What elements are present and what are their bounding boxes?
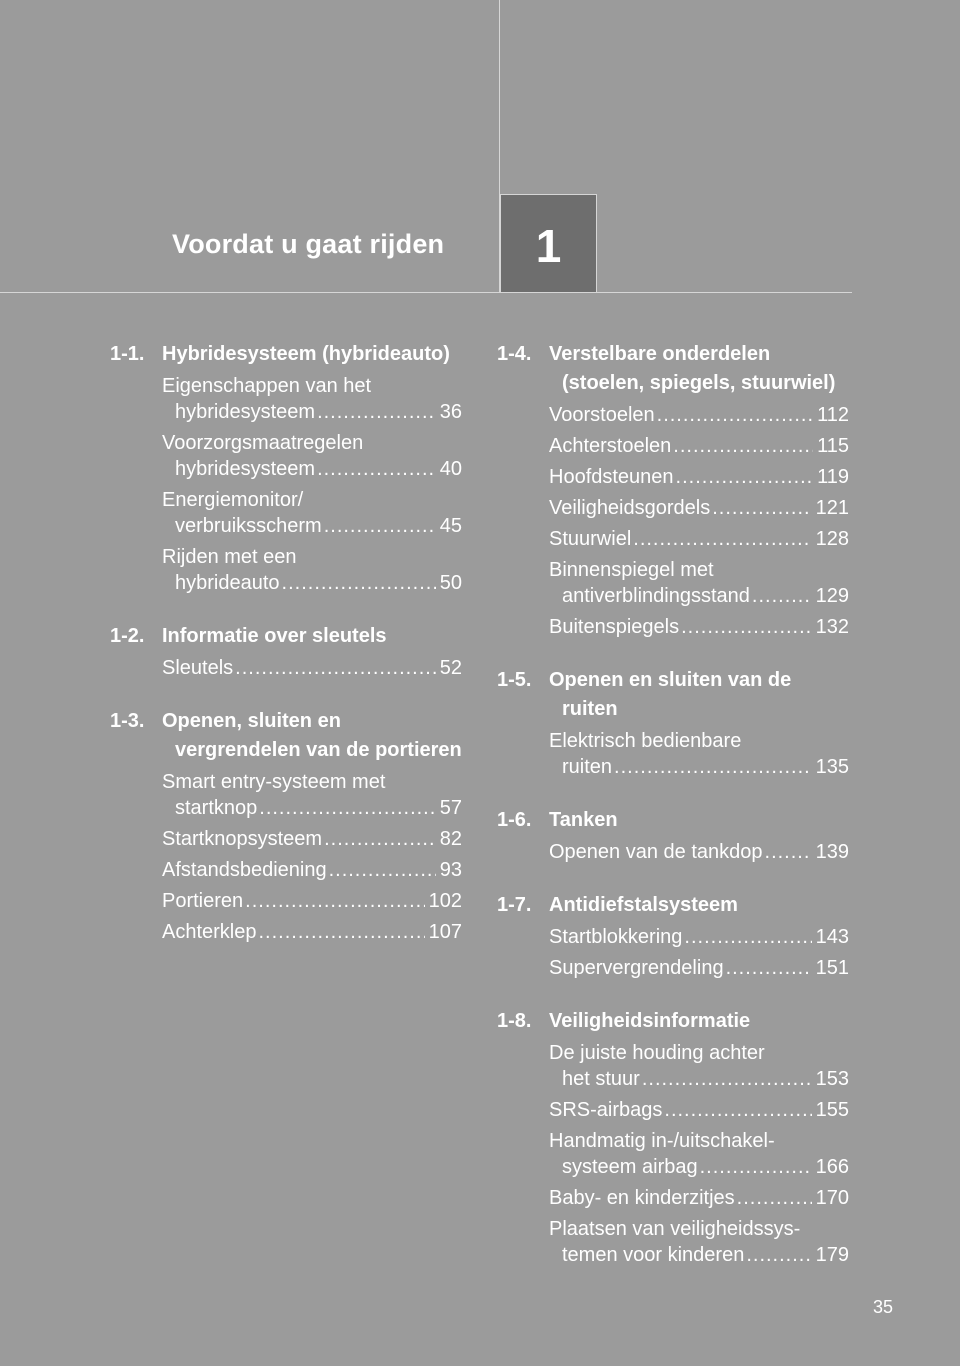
entry-line-with-page [549,464,849,490]
entry-page-number: 52 [439,657,462,679]
section-number: 1-5. [497,669,532,691]
entry-page-number: 119 [817,466,849,488]
entry-page-number: 112 [817,404,849,426]
entry-page-number: 129 [815,585,849,607]
entry-page-number: 40 [439,458,462,480]
section-title: Openen, sluiten en vergrendelen van de portieren [162,710,462,761]
entry-page-number: 102 [428,890,462,912]
entry-text-line: De juiste houding achter [549,1042,765,1064]
dot-leader [259,795,435,821]
toc-section [497,1007,849,1268]
entry-line-with-page [162,919,462,945]
entry-line-with-page [549,924,849,950]
section-title: Veiligheidsinformatie [549,1010,751,1032]
entry-page-number: 132 [815,616,849,638]
toc-section [110,622,462,681]
entry-line-with-page [549,1154,849,1180]
entry-text: hybrideauto [175,572,280,594]
entry-line-with-page [549,1242,849,1268]
toc-entry[interactable] [549,839,849,865]
entry-text-line: Handmatig in-/uitschakel- [549,1130,775,1152]
section-number: 1-2. [110,625,145,647]
entry-text: Sleutels [162,657,234,679]
entry-line-with-page [162,399,462,425]
entry-page-number: 135 [815,756,849,778]
entry-line-with-page [549,955,849,981]
dot-leader [676,464,814,490]
toc-section [110,707,462,945]
toc-entry[interactable] [549,955,849,981]
entry-page-number: 57 [439,797,462,819]
entry-line-with-page [549,433,849,459]
dot-leader [765,839,812,865]
dot-leader [329,857,436,883]
dot-leader [324,513,436,539]
dot-leader [317,456,436,482]
entry-line-with-page [162,888,462,914]
toc-entry[interactable] [162,487,462,539]
chapter-tab [500,194,597,292]
entry-list [497,402,849,640]
entry-text: Achterstoelen [549,435,672,457]
chapter-title: Voordat u gaat rijden [172,229,445,259]
section-heading [110,707,462,765]
entry-line-with-page [549,583,849,609]
toc-entry[interactable] [162,544,462,596]
section-heading [497,806,849,835]
section-heading [497,1007,849,1036]
entry-text: Afstandsbediening [162,859,327,881]
entry-text-line: Binnenspiegel met [549,559,714,581]
toc-entry[interactable] [549,614,849,640]
entry-page-number: 50 [439,572,462,594]
entry-page-number: 82 [439,828,462,850]
entry-text: Portieren [162,890,244,912]
entry-text-line: Eigenschappen van het [162,375,372,397]
section-heading [497,891,849,920]
section-title: Openen en sluiten van de ruiten [549,669,792,720]
entry-page-number: 128 [815,528,849,550]
toc-entry[interactable] [162,857,462,883]
toc-entry[interactable] [162,888,462,914]
entry-line-with-page [162,570,462,596]
entry-page-number: 36 [439,401,462,423]
dot-leader [673,433,813,459]
toc-entry[interactable] [162,655,462,681]
entry-line-with-page [162,857,462,883]
toc-entry[interactable] [549,728,849,780]
entry-line-with-page [549,839,849,865]
toc-entry[interactable] [549,495,849,521]
section-title: Verstelbare onderdelen (stoelen, spiegels, stuurwiel) [549,343,836,394]
dot-leader [614,754,812,780]
entry-page-number: 170 [815,1187,849,1209]
entry-list [110,769,462,945]
entry-text-line: Rijden met een [162,546,297,568]
section-heading [110,340,462,369]
toc-section [497,340,849,640]
entry-text: Buitenspiegels [549,616,680,638]
entry-line-with-page [549,1097,849,1123]
toc-entry[interactable] [162,769,462,821]
dot-leader [259,919,425,945]
entry-page-number: 151 [815,957,849,979]
toc-section [110,340,462,596]
entry-text-line: Voorzorgsmaatregelen [162,432,364,454]
entry-text: startknop [175,797,258,819]
dot-leader [235,655,436,681]
dot-leader [752,583,812,609]
entry-list [497,728,849,780]
entry-text: Veiligheidsgordels [549,497,711,519]
entry-line-with-page [162,655,462,681]
toc-entry[interactable] [549,924,849,950]
toc-entry[interactable] [549,1216,849,1268]
entry-text: hybridesysteem [175,458,316,480]
entry-page-number: 107 [428,921,462,943]
page-number: 35 [873,1297,894,1317]
section-number: 1-7. [497,894,532,916]
toc-entry[interactable] [549,1097,849,1123]
entry-line-with-page [162,513,462,539]
entry-text: ruiten [562,756,613,778]
toc-entry[interactable] [549,557,849,609]
dot-leader [657,402,813,428]
entry-text: hybridesysteem [175,401,316,423]
toc-entry[interactable] [549,1185,849,1211]
entry-list [110,655,462,681]
toc-entry[interactable] [549,402,849,428]
dot-leader [664,1097,811,1123]
entry-page-number: 93 [439,859,462,881]
section-number: 1-3. [110,710,145,732]
entry-text: systeem airbag [562,1156,698,1178]
toc-entry[interactable] [549,433,849,459]
entry-text: Hoofdsteunen [549,466,674,488]
toc-entry[interactable] [162,430,462,482]
entry-text: Voorstoelen [549,404,655,426]
entry-page-number: 45 [439,515,462,537]
entry-text-line: Elektrisch bedienbare [549,730,742,752]
entry-text-line: Energiemonitor/ [162,489,304,511]
dot-leader [317,399,436,425]
dot-leader [681,614,812,640]
section-title: Antidiefstalsysteem [549,894,738,916]
toc-section [497,806,849,865]
entry-text: Stuurwiel [549,528,632,550]
dot-leader [684,924,811,950]
entry-text-line: Smart entry-systeem met [162,771,386,793]
toc-entry[interactable] [549,464,849,490]
entry-page-number: 179 [815,1244,849,1266]
entry-list [497,839,849,865]
entry-text: antiverblindingsstand [562,585,750,607]
dot-leader [282,570,436,596]
chapter-number: 1 [535,220,562,272]
toc-entry[interactable] [549,526,849,552]
toc-entry[interactable] [162,919,462,945]
entry-page-number: 166 [815,1156,849,1178]
section-number: 1-8. [497,1010,532,1032]
section-title: Tanken [549,809,618,831]
entry-list [497,1040,849,1268]
entry-page-number: 143 [815,926,849,948]
entry-text: Baby- en kinderzitjes [549,1187,735,1209]
entry-page-number: 121 [815,497,849,519]
dot-leader [633,526,811,552]
horizontal-rule [0,292,852,293]
entry-line-with-page [549,614,849,640]
section-number: 1-4. [497,343,532,365]
toc-entry[interactable] [549,1040,849,1092]
toc-entry[interactable] [162,826,462,852]
dot-leader [726,955,812,981]
entry-list [110,373,462,596]
entry-list [497,924,849,981]
entry-text: SRS-airbags [549,1099,663,1121]
entry-text: Startblokkering [549,926,683,948]
entry-text: Startknopsysteem [162,828,323,850]
entry-page-number: 153 [815,1068,849,1090]
entry-text-line: Plaatsen van veiligheidssys- [549,1218,801,1240]
dot-leader [746,1242,811,1268]
toc-section [497,891,849,981]
entry-line-with-page [549,495,849,521]
entry-page-number: 115 [817,435,849,457]
section-heading [497,666,849,724]
dot-leader [245,888,424,914]
entry-line-with-page [549,526,849,552]
dot-leader [700,1154,812,1180]
toc-entry[interactable] [549,1128,849,1180]
toc-entry[interactable] [162,373,462,425]
entry-line-with-page [549,754,849,780]
section-title: Informatie over sleutels [162,625,387,647]
entry-text: verbruiksscherm [175,515,322,537]
entry-page-number: 155 [815,1099,849,1121]
entry-page-number: 139 [815,841,849,863]
entry-text: Openen van de tankdop [549,841,763,863]
section-heading [497,340,849,398]
toc-section [497,666,849,780]
entry-line-with-page [549,1185,849,1211]
entry-line-with-page [549,402,849,428]
section-title: Hybridesysteem (hybrideauto) [162,343,450,365]
entry-text: Supervergrendeling [549,957,724,979]
toc-column-right [497,340,849,1294]
entry-line-with-page [549,1066,849,1092]
entry-text: Achterklep [162,921,257,943]
entry-text: het stuur [562,1068,640,1090]
entry-line-with-page [162,456,462,482]
dot-leader [324,826,436,852]
section-number: 1-6. [497,809,532,831]
entry-line-with-page [162,795,462,821]
dot-leader [642,1066,812,1092]
dot-leader [712,495,811,521]
entry-line-with-page [162,826,462,852]
entry-text: temen voor kinderen [562,1244,745,1266]
dot-leader [737,1185,812,1211]
section-heading [110,622,462,651]
toc-column-left [110,340,462,971]
section-number: 1-1. [110,343,145,365]
